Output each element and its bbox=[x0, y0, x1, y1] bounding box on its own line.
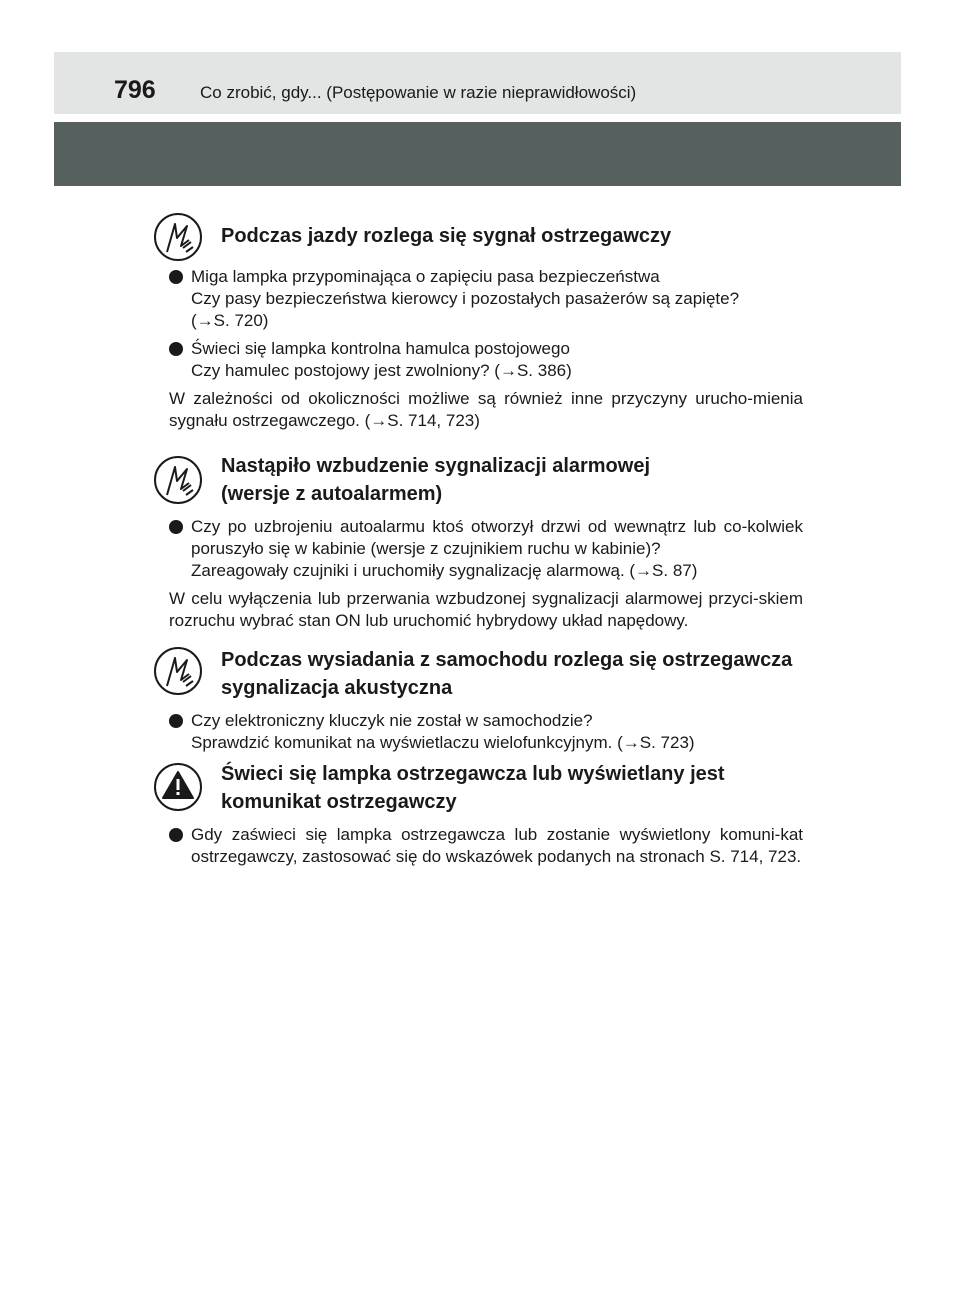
page-number: 796 bbox=[114, 76, 156, 104]
chapter-title: Co zrobić, gdy... (Postępowanie w razie nieprawidłowości) bbox=[200, 83, 637, 102]
bullet-icon bbox=[169, 828, 183, 842]
section-note: W celu wyłączenia lub przerwania wzbudzonej sygnalizacji alarmowej przyci-skiem rozruchu wybrać stan ON lub uruchomić hybrydowy układ napędowy. bbox=[169, 589, 803, 630]
list-item: Świeci się lampka kontrolna hamulca postojowego Czy hamulec postojowy jest zwolniony? (→S. 386) bbox=[153, 338, 803, 382]
warning-sound-icon bbox=[153, 646, 203, 696]
warning-sound-icon bbox=[153, 455, 203, 505]
caution-triangle-icon bbox=[153, 762, 203, 812]
bullet-icon bbox=[169, 520, 183, 534]
section-title: Podczas jazdy rozlega się sygnał ostrzegawczy bbox=[221, 225, 672, 247]
section-alarm bbox=[153, 452, 803, 632]
bullet-icon bbox=[169, 270, 183, 284]
section-title: Świeci się lampka ostrzegawcza lub wyświetlany jest komunikat ostrzegawczy bbox=[221, 763, 725, 813]
bullet-icon bbox=[169, 714, 183, 728]
list-item: Czy elektroniczny kluczyk nie został w samochodzie? Sprawdzić komunikat na wyświetlaczu wielofunkcyjnym. (→S. 723) bbox=[153, 710, 803, 754]
section-band bbox=[54, 122, 901, 186]
list-item: Miga lampka przypominająca o zapięciu pasa bezpieczeństwa Czy pasy bezpieczeństwa kierowcy i pozostałych pasażerów są zapięte? (→S. 720) bbox=[153, 266, 803, 332]
bullet-icon bbox=[169, 342, 183, 356]
warning-sound-icon bbox=[153, 212, 203, 262]
section-title: Nastąpiło wzbudzenie sygnalizacji alarmowej (wersje z autoalarmem) bbox=[221, 455, 651, 505]
list-item: Gdy zaświeci się lampka ostrzegawcza lub zostanie wyświetlony komuni-kat ostrzegawczy, zastosować się do wskazówek podanych na stronach S. 714, 723. bbox=[153, 824, 803, 868]
section-driving-warning bbox=[153, 212, 803, 432]
section-warning-light bbox=[153, 760, 803, 874]
section-title: Podczas wysiadania z samochodu rozlega się ostrzegawcza sygnalizacja akustyczna bbox=[221, 649, 793, 699]
section-exit-warning bbox=[153, 646, 803, 760]
section-note: W zależności od okoliczności możliwe są również inne przyczyny urucho-mienia sygnału ostrzegawczego. (→S. 714, 723) bbox=[169, 389, 803, 430]
list-item: Czy po uzbrojeniu autoalarmu ktoś otworzył drzwi od wewnątrz lub co-kolwiek poruszyło się w kabinie (wersje z czujnikiem ruchu w kabinie)? Zareagowały czujniki i uruchomiły sygnalizację alarmową. (→S. 87) bbox=[153, 516, 803, 582]
